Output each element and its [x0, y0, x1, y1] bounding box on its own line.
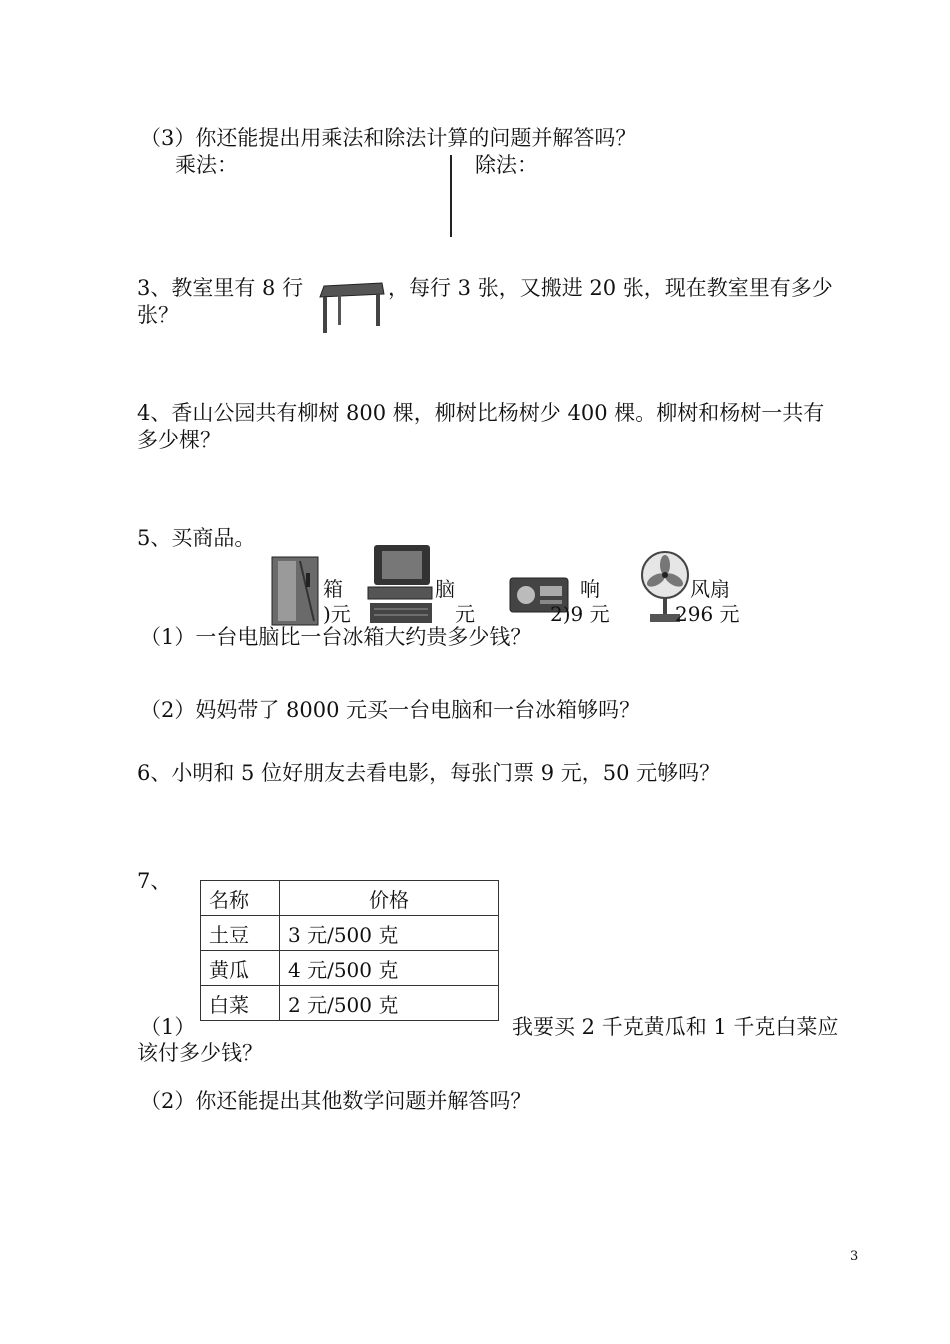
- item-price: 2 元/500 克: [280, 986, 499, 1021]
- item-price: 3 元/500 克: [280, 916, 499, 951]
- item-name: 白菜: [201, 986, 280, 1021]
- q3-text-c: 张？: [137, 303, 179, 327]
- q7-sub1-prefix: （1）: [140, 1015, 196, 1039]
- item-price: 4 元/500 克: [280, 951, 499, 986]
- q5-sub1: （1）一台电脑比一台冰箱大约贵多少钱？: [140, 625, 532, 649]
- header-price: 价格: [280, 881, 499, 916]
- table-row: [201, 916, 499, 951]
- page-number: 3: [850, 1249, 859, 1264]
- desk-icon: [318, 280, 386, 334]
- q4-line1: 4、香山公园共有柳树 800 棵，柳树比杨树少 400 棵。柳树和杨树一共有: [137, 401, 825, 425]
- q5-sub2: （2）妈妈带了 8000 元买一台电脑和一台冰箱够吗？: [140, 698, 641, 722]
- refrigerator-name: 箱: [323, 577, 343, 601]
- q2-3-prompt: （3）你还能提出用乘法和除法计算的问题并解答吗？: [140, 126, 637, 150]
- q5-title: 5、买商品。: [137, 526, 256, 550]
- computer-price: 元: [455, 602, 475, 626]
- stereo-name: 响: [580, 577, 600, 601]
- answer-divider: [450, 155, 452, 237]
- q7-sub1-cont: 该付多少钱？: [137, 1041, 263, 1065]
- q6-text: 6、小明和 5 位好朋友去看电影，每张门票 9 元，50 元够吗？: [137, 761, 721, 785]
- q4-line2: 多少棵？: [137, 428, 221, 452]
- refrigerator-price: )元: [323, 602, 351, 626]
- item-name: 黄瓜: [201, 951, 280, 986]
- q7-sub1-text: 我要买 2 千克黄瓜和 1 千克白菜应: [512, 1015, 839, 1039]
- table-header-row: [201, 881, 499, 916]
- multiplication-label: 乘法：: [175, 153, 238, 177]
- q7-label: 7、: [137, 869, 172, 893]
- computer-name: 脑: [435, 577, 455, 601]
- fan-name: 风扇: [690, 577, 730, 601]
- stereo-price: 2)9 元: [550, 602, 610, 626]
- header-name: 名称: [201, 881, 280, 916]
- computer-icon: [366, 543, 434, 627]
- division-label: 除法：: [475, 153, 538, 177]
- q3-text-b: ，每行 3 张，又搬进 20 张，现在教室里有多少: [388, 276, 833, 300]
- item-name: 土豆: [201, 916, 280, 951]
- table-row: [201, 951, 499, 986]
- fan-price: 296 元: [675, 602, 740, 626]
- refrigerator-icon: [270, 555, 322, 627]
- price-table: [200, 880, 499, 1021]
- table-row: [201, 986, 499, 1021]
- q7-sub2: （2）你还能提出其他数学问题并解答吗？: [140, 1089, 532, 1113]
- q3-text-a: 3、教室里有 8 行: [137, 276, 304, 300]
